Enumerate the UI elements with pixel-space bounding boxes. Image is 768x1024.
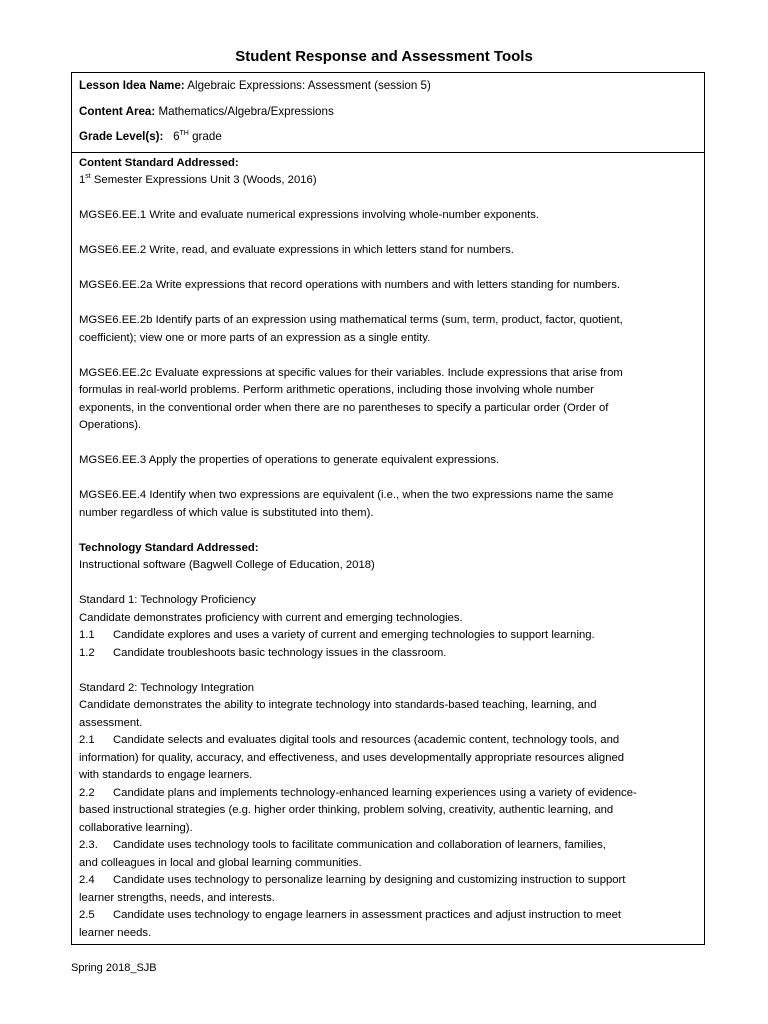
standard-item-text: Candidate explores and uses a variety of current and emerging technologies to support learning. — [113, 629, 595, 641]
standard-item-number: 2.3. — [79, 839, 98, 851]
standard-2-description — [79, 697, 697, 732]
page-title: Student Response and Assessment Tools — [235, 48, 533, 65]
content-area-value: Mathematics/Algebra/Expressions — [158, 104, 334, 118]
standard-item-text: Candidate plans and implements technology-enhanced learning experiences using a variety of evidence- — [113, 786, 637, 799]
standard-item-number: 2.1 — [79, 734, 95, 746]
page-footer: Spring 2018_SJB — [71, 962, 157, 974]
standard-2-title: Standard 2: Technology Integration — [79, 681, 255, 694]
content-standard-item-line: MGSE6.EE.2a Write expressions that record operations with numbers and with letters standing for numbers. — [79, 279, 621, 291]
lesson-idea-row — [79, 77, 697, 95]
standard-item-line — [79, 925, 697, 943]
source-text: Semester Expressions Unit 3 (Woods, 2016) — [93, 174, 317, 186]
standard-item-text: Candidate selects and evaluates digital tools and resources (academic content, technology tools, and — [113, 734, 620, 746]
standard-2-description-line: Candidate demonstrates the ability to integrate technology into standards-based teaching, learning, and — [79, 699, 597, 711]
content-standard-item-line: number regardless of which value is substituted into them). — [79, 506, 374, 519]
content-area-label: Content Area: — [79, 104, 156, 118]
standard-item-line — [79, 907, 697, 925]
content-standard-item-line: MGSE6.EE.2b Identify parts of an expression using mathematical terms (sum, term, product, factor, quotient, — [79, 314, 623, 326]
standard-item-line — [79, 645, 697, 663]
standard-item-line — [79, 767, 697, 785]
standard-2-list — [79, 732, 697, 942]
standard-item-text: and colleagues in local and global learning communities. — [79, 856, 362, 869]
standard-1-title: Standard 1: Technology Proficiency — [79, 594, 256, 606]
technology-standard-heading: Technology Standard Addressed: — [79, 541, 259, 554]
content-standard-item-line: Operations). — [79, 419, 142, 431]
standard-item-text: learner strengths, needs, and interests. — [79, 891, 275, 904]
content-standard-item-line: exponents, in the conventional order when there are no parentheses to specify a particular order (Order of — [79, 401, 609, 414]
content-standard-item-line: coefficient); view one or more parts of an expression as a single entity. — [79, 331, 431, 344]
standard-item-text: Candidate uses technology to engage learners in assessment practices and adjust instruction to meet — [113, 909, 622, 921]
content-standard-item-line: MGSE6.EE.2c Evaluate expressions at specific values for their variables. Include expressions that arise from — [79, 366, 623, 379]
content-standard-item-line: MGSE6.EE.1 Write and evaluate numerical expressions involving whole-number exponents. — [79, 209, 540, 221]
grade-level-suffix: grade — [192, 130, 222, 143]
standard-item-text: information) for quality, accuracy, and effectiveness, and uses developmentally appropriate resources aligned — [79, 751, 625, 764]
standard-item-line — [79, 732, 697, 750]
standard-2-description-line: assessment. — [79, 716, 143, 729]
standard-item-number: 2.2 — [79, 786, 95, 799]
source-superscript: st — [85, 173, 91, 181]
content-standard-item-line: formulas in real-world problems. Perform arithmetic operations, including those involving whole number — [79, 384, 594, 396]
standard-item-line — [79, 855, 697, 873]
standard-item-line — [79, 627, 697, 645]
standard-1-list — [79, 627, 697, 662]
standard-item-text: Candidate uses technology to personalize learning by designing and customizing instruction to support — [113, 874, 626, 886]
standard-item-line — [79, 872, 697, 890]
standard-item-text: learner needs. — [79, 926, 152, 939]
standard-item-number: 2.5 — [79, 909, 95, 921]
lesson-table — [71, 72, 705, 945]
standard-item-number: 1.1 — [79, 629, 95, 641]
standard-item-number: 1.2 — [79, 646, 95, 659]
grade-level-row — [79, 128, 697, 146]
content-standard-item-line: MGSE6.EE.2 Write, read, and evaluate expressions in which letters stand for numbers. — [79, 244, 514, 256]
content-standard-item-line: MGSE6.EE.4 Identify when two expressions are equivalent (i.e., when the two expressions name the same — [79, 489, 614, 501]
content-standard-source — [79, 172, 697, 190]
grade-level-number: 6 — [173, 130, 180, 143]
standard-item-text: with standards to engage learners. — [79, 769, 253, 781]
technology-standard-source: Instructional software (Bagwell College of Education, 2018) — [79, 559, 375, 571]
grade-level-label: Grade Level(s): — [79, 130, 164, 143]
standard-1-description: Candidate demonstrates proficiency with current and emerging technologies. — [79, 611, 463, 624]
standards-section — [72, 153, 704, 945]
standard-item-number: 2.4 — [79, 874, 95, 886]
content-standard-item-line: MGSE6.EE.3 Apply the properties of operations to generate equivalent expressions. — [79, 454, 500, 466]
standard-item-line — [79, 750, 697, 768]
standard-item-text: based instructional strategies (e.g. higher order thinking, problem solving, creativity, authentic learning, and — [79, 804, 614, 816]
content-standard-heading: Content Standard Addressed: — [79, 156, 239, 169]
content-standard-list — [79, 190, 697, 523]
content-area-row — [79, 103, 697, 121]
standard-item-line — [79, 802, 697, 820]
standard-item-line — [79, 890, 697, 908]
lesson-idea-label: Lesson Idea Name: — [79, 79, 185, 92]
standard-item-line — [79, 837, 697, 855]
source-number: 1 — [79, 174, 86, 186]
standard-item-text: Candidate troubleshoots basic technology issues in the classroom. — [113, 646, 447, 659]
lesson-meta-section — [72, 73, 704, 153]
standard-item-line — [79, 785, 697, 803]
lesson-idea-value: Algebraic Expressions: Assessment (session 5) — [187, 79, 431, 92]
standard-item-text: collaborative learning). — [79, 821, 193, 834]
standard-item-line — [79, 820, 697, 838]
grade-level-superscript: TH — [179, 130, 189, 138]
standard-item-text: Candidate uses technology tools to facilitate communication and collaboration of learners, families, — [113, 839, 606, 851]
